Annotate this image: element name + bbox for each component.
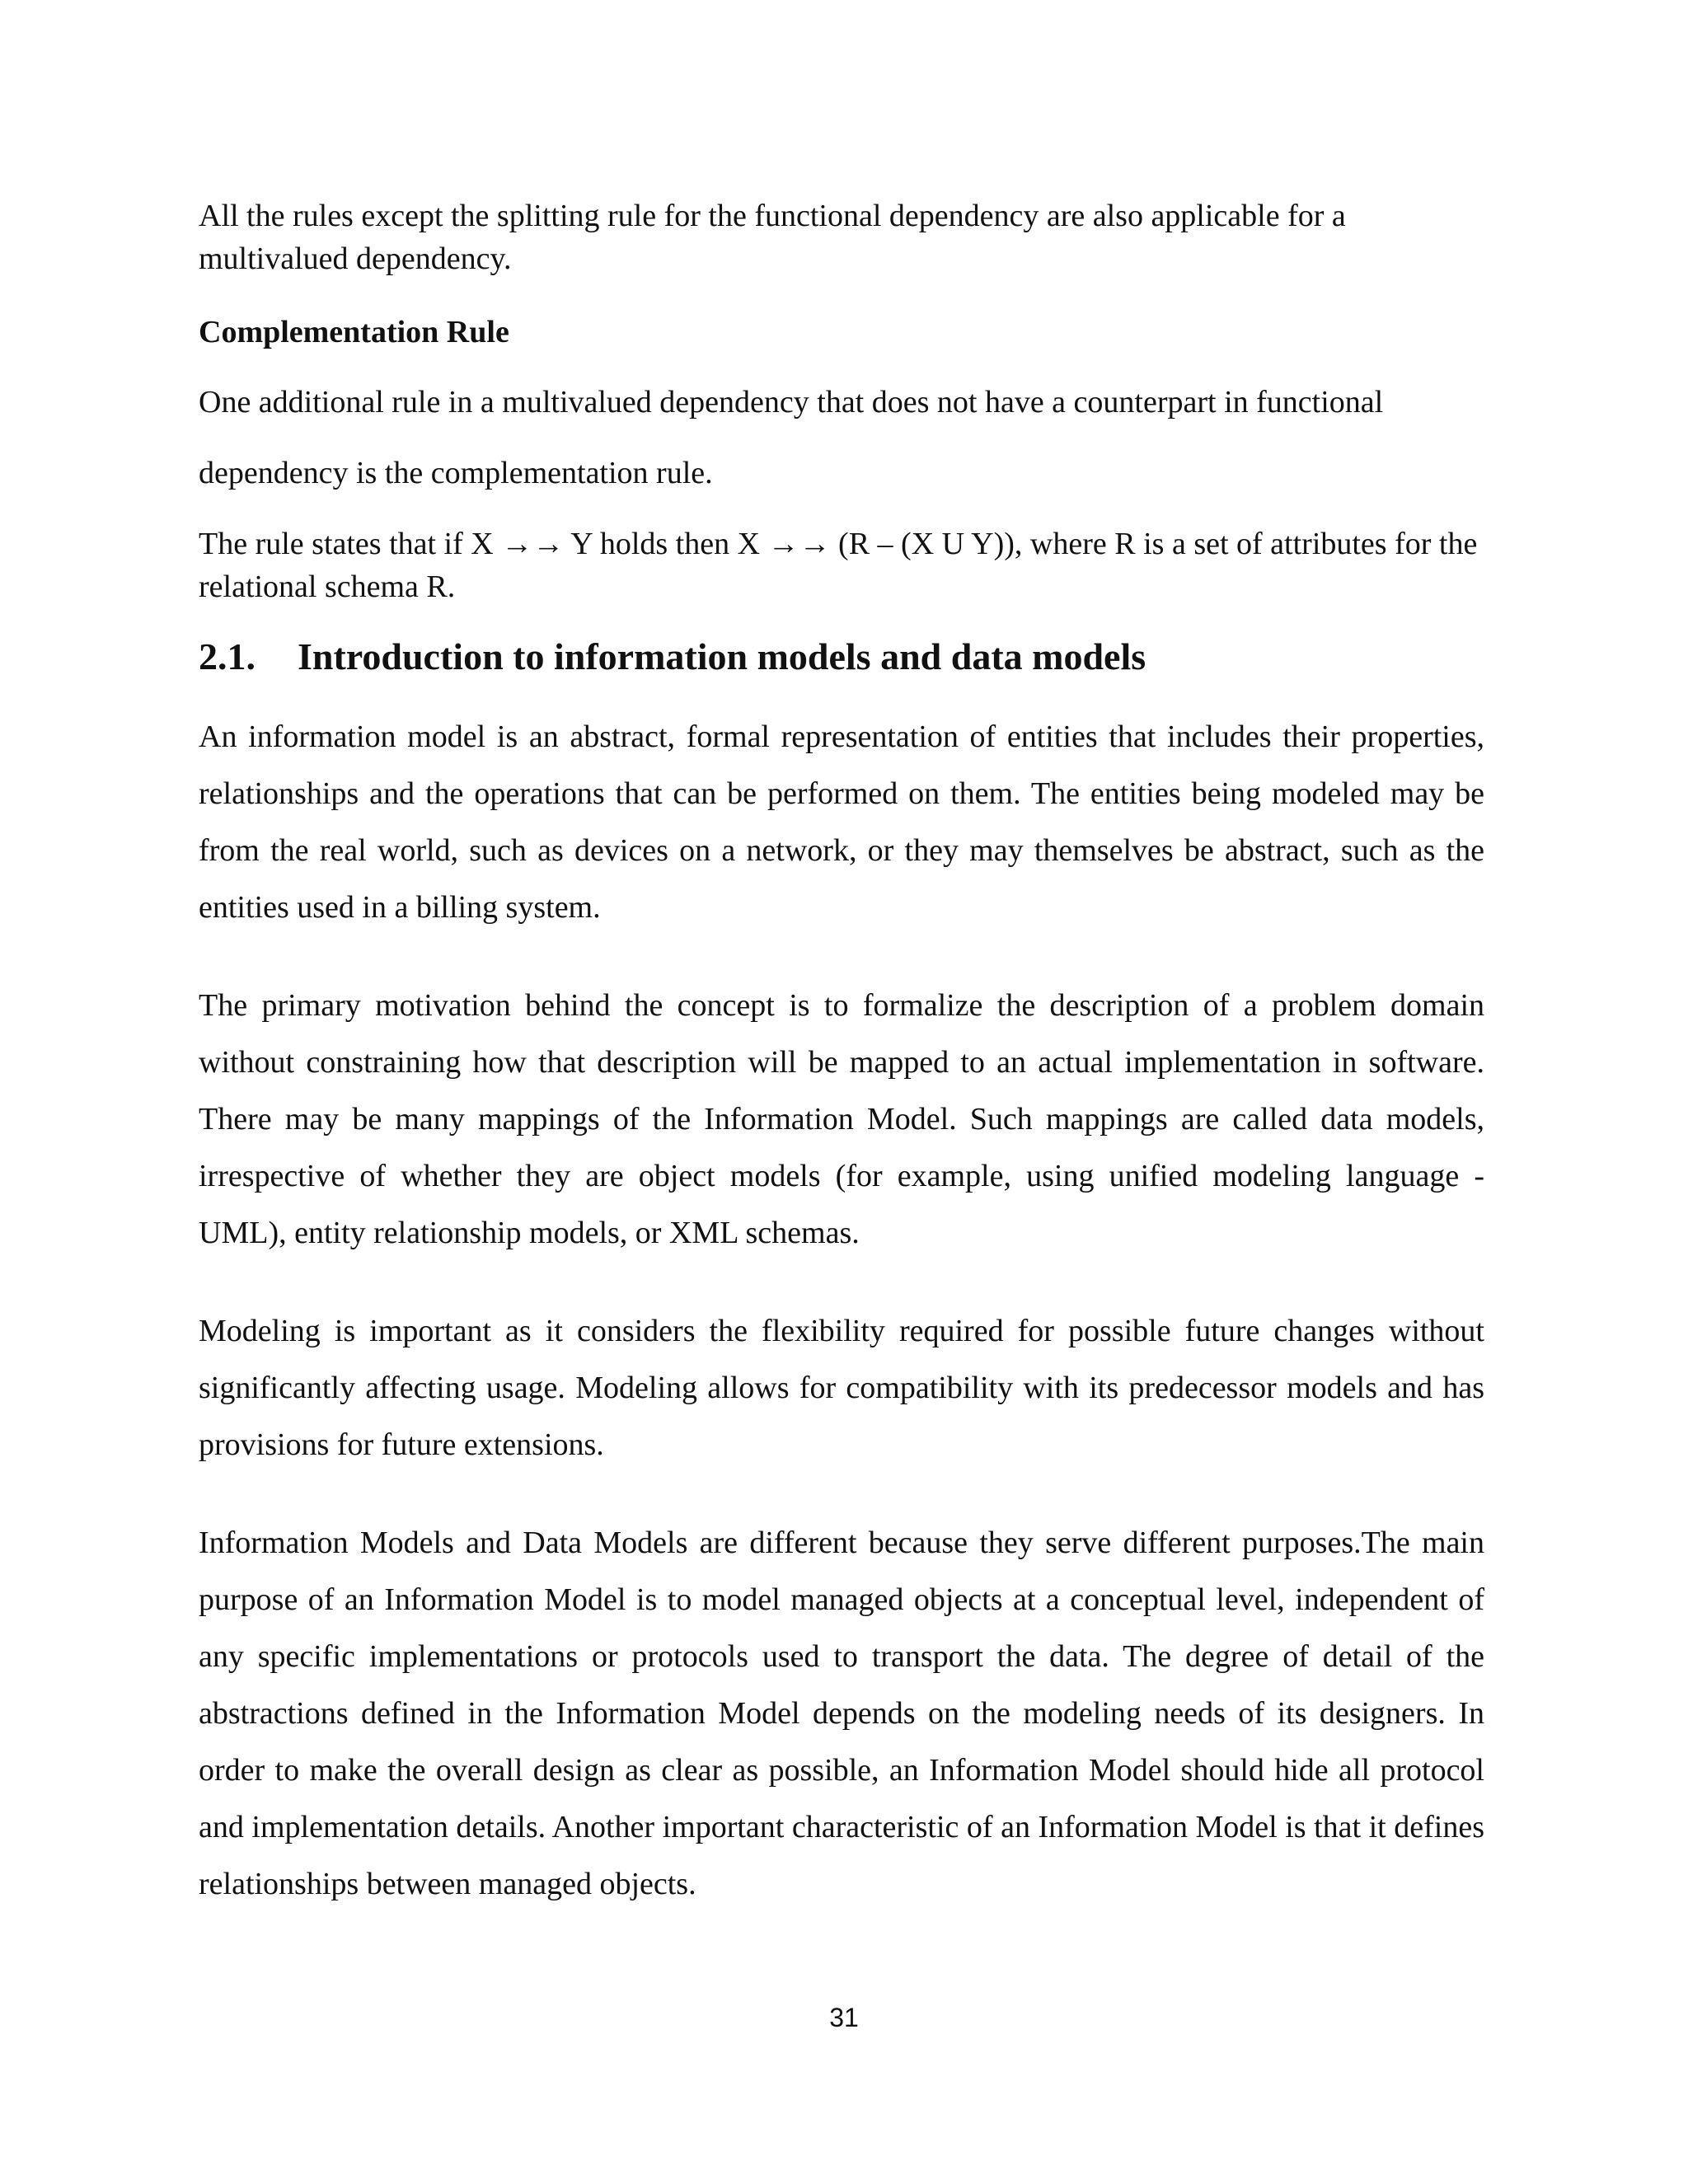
complementation-rule-heading: Complementation Rule — [199, 315, 509, 349]
modeling-importance-paragraph: Modeling is important as it considers the flexibility required for possible future changes without significantly affecting usage. Modeling allows for compatibility with its predecessor models and has provisions for future extensions. — [199, 1314, 1484, 1462]
section-title: Introduction to information models and data models — [298, 635, 1146, 677]
section-number: 2.1. — [199, 635, 256, 677]
page-content — [199, 194, 1484, 1913]
motivation-paragraph: The primary motivation behind the concept is to formalize the description of a problem domain without constraining how that description will be mapped to an actual implementation in software. There may be many mappings of the Information Model. Such mappings are called data models, irrespective of whether they are object models (for example, using unified modeling language - UML), entity relationship models, or XML schemas. — [199, 988, 1484, 1250]
models-difference-paragraph: Information Models and Data Models are different because they serve different purposes.The main purpose of an Information Model is to model managed objects at a conceptual level, independent of any specific implementations or protocols used to transport the data. The degree of detail of the abstractions defined in the Information Model depends on the modeling needs of its designers. In order to make the overall design as clear as possible, an Information Model should hide all protocol and implementation details. Another important characteristic of an Information Model is that it defines relationships between managed objects. — [199, 1526, 1484, 1901]
complementation-line-1: One additional rule in a multivalued dependency that does not have a counterpart in functional — [199, 385, 1384, 419]
complementation-line-2: dependency is the complementation rule. — [199, 456, 713, 490]
intro-paragraph: All the rules except the splitting rule for the functional dependency are also applicable for a multivalued dependency. — [199, 199, 1346, 276]
complementation-rule-statement: The rule states that if X →→ Y holds then X →→ (R – (X U Y)), where R is a set of attributes for the relational schema R. — [199, 527, 1478, 604]
information-model-paragraph: An information model is an abstract, formal representation of entities that includes their properties, relationships and the operations that can be performed on them. The entities being modeled may be from the real world, such as devices on a network, or they may themselves be abstract, such as the entities used in a billing system. — [199, 719, 1484, 925]
section-heading — [199, 632, 1484, 682]
page-number: 31 — [829, 2003, 859, 2032]
